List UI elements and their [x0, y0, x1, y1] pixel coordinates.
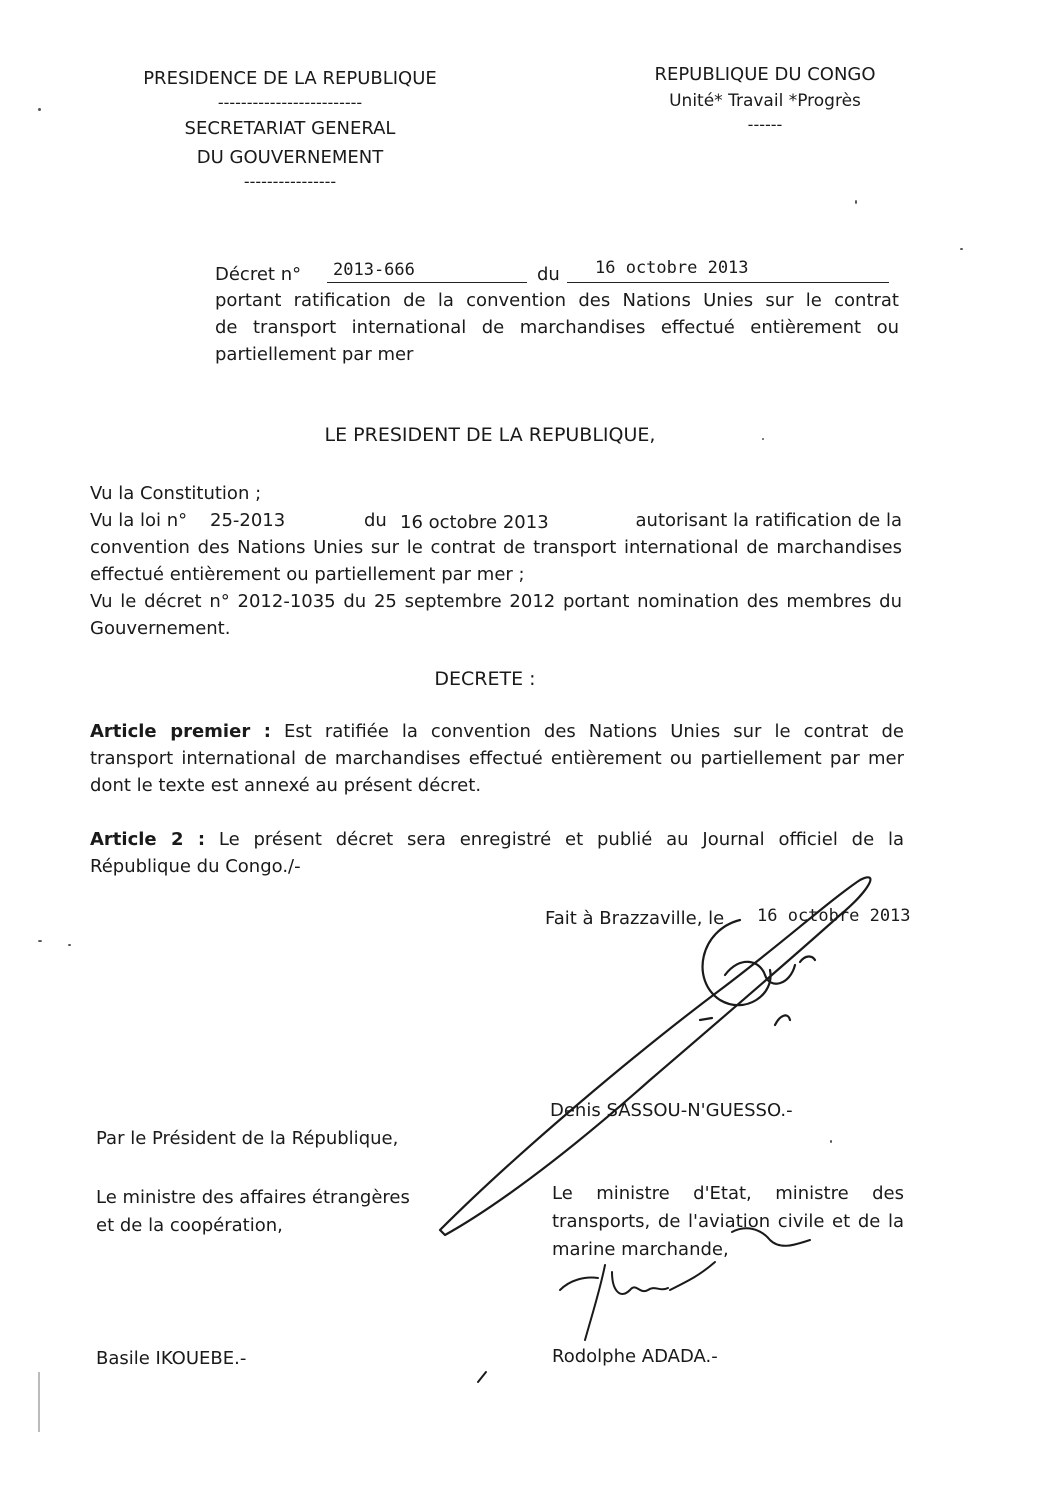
- article-2-line: République du Congo./-: [90, 856, 301, 877]
- scan-speck: [38, 108, 41, 111]
- visa-loi-prefix: Vu la loi n°: [90, 510, 188, 531]
- minister-left-line: et de la coopération,: [96, 1215, 283, 1236]
- article-2-label: Article 2 :: [90, 829, 206, 850]
- header-left-dashes-1: -------------------------: [217, 93, 363, 112]
- scan-speck: [68, 944, 71, 946]
- decree-subject-line: de transport international de marchandises effectué entièrement ou: [215, 317, 899, 338]
- president-signatory-name: Denis SASSOU-N'GUESSO.-: [550, 1100, 793, 1121]
- decree-label: Décret n°: [215, 264, 302, 285]
- decree-number: 2013-666: [333, 260, 415, 280]
- visa-constitution: Vu la Constitution ;: [90, 483, 262, 504]
- minister-right-line: Le ministre d'Etat, ministre des: [552, 1183, 904, 1204]
- minister-right-line: transports, de l'aviation civile et de la: [552, 1211, 904, 1232]
- visa-loi-du: du: [364, 510, 387, 531]
- decree-du: du: [537, 264, 560, 285]
- minister-left-line: Le ministre des affaires étrangères: [96, 1187, 410, 1208]
- header-right-dashes: ------: [747, 115, 783, 134]
- minister-right-line: marine marchande,: [552, 1239, 729, 1260]
- fait-text: Fait à Brazzaville, le: [545, 908, 725, 929]
- article-1-text: Est ratifiée la convention des Nations Unies sur le contrat de: [284, 721, 904, 742]
- president-heading: LE PRESIDENT DE LA REPUBLIQUE,: [324, 424, 656, 446]
- visa-loi-number: 25-2013: [210, 510, 286, 531]
- visa-decret: Vu le décret n° 2012-1035 du 25 septembre 2012 portant nomination des membres du: [90, 591, 902, 612]
- scan-speck: [960, 248, 963, 250]
- header-left-presidence: PRESIDENCE DE LA REPUBLIQUE: [143, 68, 437, 89]
- minister-left-name: Basile IKOUEBE.-: [96, 1348, 247, 1369]
- decree-date: 16 octobre 2013: [595, 258, 749, 278]
- visa-loi-cont: convention des Nations Unies sur le contrat de transport international de marchandises: [90, 537, 902, 558]
- visa-loi-date: 16 octobre 2013: [400, 512, 549, 533]
- header-left-gouvernement: DU GOUVERNEMENT: [196, 147, 384, 168]
- visa-loi-cont: effectué entièrement ou partiellement par mer ;: [90, 564, 525, 585]
- scan-speck: [830, 1140, 832, 1143]
- article-1-line: dont le texte est annexé au présent décret.: [90, 775, 482, 796]
- header-right-republique: REPUBLIQUE DU CONGO: [654, 64, 876, 85]
- article-1-label: Article premier :: [90, 721, 271, 742]
- fait-date: 16 octobre 2013: [757, 906, 911, 926]
- par-le-president: Par le Président de la République,: [96, 1128, 399, 1149]
- header-left-secretariat: SECRETARIAT GENERAL: [184, 118, 396, 139]
- scan-speck: [38, 940, 42, 942]
- header-left-dashes-2: ----------------: [243, 172, 337, 191]
- scan-speck: [762, 438, 764, 440]
- decree-subject-line: partiellement par mer: [215, 344, 414, 365]
- header-right-motto: Unité* Travail *Progrès: [669, 91, 861, 111]
- article-1-line: transport international de marchandises effectué entièrement ou partiellement par mer: [90, 748, 904, 769]
- visa-loi-suffix: autorisant la ratification de la: [635, 510, 902, 531]
- visa-decret-cont: Gouvernement.: [90, 618, 231, 639]
- minister-right-name: Rodolphe ADADA.-: [552, 1346, 718, 1367]
- scan-speck: [855, 200, 857, 204]
- decree-subject-line: portant ratification de la convention des Nations Unies sur le contrat: [215, 290, 899, 311]
- scan-speck: [38, 1372, 40, 1432]
- article-2-text: Le présent décret sera enregistré et publié au Journal officiel de la: [218, 829, 904, 850]
- decrete-heading: DECRETE :: [434, 668, 536, 690]
